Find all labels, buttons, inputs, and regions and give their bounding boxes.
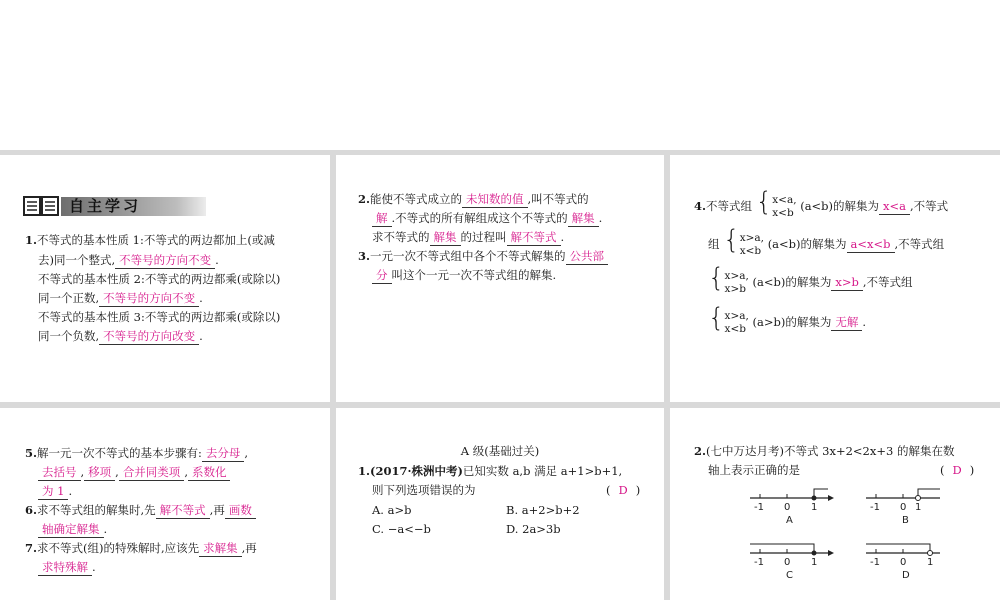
text: 能使不等式成立的 bbox=[370, 192, 463, 206]
question-number: 5. bbox=[25, 446, 38, 460]
text: 不等式的基本性质 2:不等式的两边都乘(或除以) bbox=[38, 272, 281, 286]
tick-label: 1 bbox=[811, 557, 818, 568]
question-4-line-1 bbox=[694, 189, 948, 220]
text: 一元一次不等式组中各个不等式解集的 bbox=[370, 249, 566, 263]
text: . bbox=[68, 484, 73, 498]
tick-label: 1 bbox=[811, 502, 818, 513]
answer-blank: 求特殊解 bbox=[38, 560, 92, 576]
answer-blank: 画数 bbox=[225, 503, 256, 519]
answer-blank: 轴确定解集 bbox=[38, 522, 104, 538]
answer-blank: 去分母 bbox=[202, 446, 245, 462]
number-line-b bbox=[866, 489, 940, 526]
panel-self-study bbox=[0, 155, 330, 402]
answer-blank: 解集 bbox=[568, 211, 599, 227]
question-1-line-2 bbox=[38, 251, 219, 270]
text: 轴上表示正确的是 bbox=[708, 463, 800, 477]
system-line: x<b bbox=[739, 245, 762, 257]
answer-blank: x>b bbox=[831, 275, 862, 291]
question-6 bbox=[25, 501, 256, 520]
question-source: (七中万达月考) bbox=[706, 444, 784, 458]
text: 不等式组 bbox=[706, 199, 753, 213]
inequality-system bbox=[725, 310, 749, 336]
text: . bbox=[560, 230, 565, 244]
answer-blank: 解不等式 bbox=[156, 503, 210, 519]
option-label: A bbox=[786, 515, 793, 526]
text: 不等式的基本性质 1:不等式的两边都加上(或减 bbox=[37, 233, 275, 247]
text: (a<b)的解集为 bbox=[800, 199, 880, 213]
answer-blank: 为 1 bbox=[38, 484, 68, 500]
text: 求不等式(组)的特殊解时,应该先 bbox=[37, 541, 200, 555]
answer-blank: 无解 bbox=[831, 315, 862, 331]
question-2-line-2 bbox=[372, 209, 602, 228]
text: ,不等式 bbox=[910, 199, 949, 213]
text: 的过程叫 bbox=[460, 230, 507, 244]
system-line: x<b bbox=[772, 207, 794, 219]
text: ,不等式组 bbox=[862, 275, 913, 289]
question-7-line-2 bbox=[38, 558, 96, 577]
brace: { bbox=[708, 263, 725, 293]
top-blank-area bbox=[0, 0, 1000, 150]
question-4-line-2 bbox=[708, 227, 944, 258]
question-2 bbox=[358, 190, 589, 209]
question-4-line-4 bbox=[708, 305, 866, 336]
question-1-line-4 bbox=[38, 289, 203, 308]
question-number: 3. bbox=[358, 249, 371, 263]
system-line: x>b bbox=[724, 283, 746, 295]
text: . bbox=[862, 315, 867, 329]
panel-definitions bbox=[336, 155, 664, 402]
number-line-a bbox=[750, 489, 834, 526]
panel-solution-sets bbox=[670, 155, 1000, 402]
text: 求不等式的 bbox=[372, 230, 430, 244]
question-1-line-3 bbox=[38, 270, 280, 289]
text: 解一元一次不等式的基本步骤有: bbox=[37, 446, 202, 460]
level-heading: A 级(基础过关) bbox=[460, 444, 540, 458]
brace: { bbox=[723, 225, 740, 255]
question-number: 6. bbox=[25, 503, 38, 517]
text: (a<b)的解集为 bbox=[767, 237, 847, 251]
text: ,不等式组 bbox=[894, 237, 945, 251]
option-d: D. 2a>3b bbox=[506, 522, 561, 536]
question-5 bbox=[25, 444, 248, 463]
tick-label: 1 bbox=[915, 502, 922, 513]
answer-blank: 不等号的方向不变 bbox=[99, 291, 199, 307]
text: 不等式的基本性质 3:不等式的两边都乘(或除以) bbox=[38, 310, 281, 324]
tick-label: 0 bbox=[900, 502, 907, 513]
question-3 bbox=[358, 247, 608, 266]
answer-blank: 解集 bbox=[430, 230, 461, 246]
brace: { bbox=[755, 187, 773, 217]
option-b: B. a+2>b+2 bbox=[506, 503, 580, 517]
panel-number-line-question bbox=[670, 408, 1000, 600]
tick-label: -1 bbox=[870, 502, 880, 513]
text: .不等式的所有解组成这个不等式的 bbox=[391, 211, 568, 225]
text: . bbox=[598, 211, 603, 225]
panel-level-a bbox=[336, 408, 664, 600]
tick-label: 0 bbox=[900, 557, 907, 568]
answer-choice: D bbox=[952, 463, 962, 477]
number-line-c bbox=[750, 544, 834, 581]
text: 叫这个一元一次不等式组的解集. bbox=[391, 268, 557, 282]
book-icon bbox=[23, 195, 59, 217]
answer-blank: 移项 bbox=[84, 465, 115, 481]
mc-question-1-line-2 bbox=[372, 481, 476, 500]
question-number: 2. bbox=[694, 444, 707, 458]
question-1-line-5 bbox=[38, 308, 280, 327]
question-6-line-2 bbox=[38, 520, 107, 539]
question-4-line-3 bbox=[708, 265, 913, 296]
text: ,再 bbox=[209, 503, 225, 517]
text: 组 bbox=[708, 237, 720, 251]
option-a: A. a>b bbox=[372, 503, 412, 517]
answer-blank: 公共部 bbox=[566, 249, 609, 265]
text: 则下列选项错误的为 bbox=[372, 483, 476, 497]
question-source: (2017·株洲中考) bbox=[370, 464, 463, 478]
text: ,再 bbox=[241, 541, 257, 555]
option-label: B bbox=[902, 515, 909, 526]
answer-blank: 分 bbox=[372, 268, 392, 284]
tick-label: -1 bbox=[754, 502, 764, 513]
text: ,叫不等式的 bbox=[527, 192, 589, 206]
tick-label: -1 bbox=[870, 557, 880, 568]
text: . bbox=[92, 560, 96, 574]
mc-question-1 bbox=[358, 462, 622, 481]
panel-steps bbox=[0, 408, 330, 600]
text: . bbox=[215, 253, 219, 267]
inequality-system bbox=[740, 232, 764, 258]
answer-blank: 解不等式 bbox=[507, 230, 561, 246]
answer-blank: 合并同类项 bbox=[119, 465, 185, 481]
tick-label: 0 bbox=[784, 502, 791, 513]
question-number: 1. bbox=[358, 464, 371, 478]
question-1-line-6 bbox=[38, 327, 203, 346]
text: 同一个负数, bbox=[38, 329, 100, 343]
question-1 bbox=[25, 231, 275, 250]
text: . bbox=[199, 291, 203, 305]
answer-bracket: ( D ) bbox=[606, 483, 641, 497]
question-7 bbox=[25, 539, 257, 558]
answer-blank: 系数化 bbox=[188, 465, 231, 481]
answer-blank: a<x<b bbox=[847, 237, 895, 253]
option-label: C bbox=[786, 570, 793, 581]
tick-label: 1 bbox=[927, 557, 934, 568]
number-line-d bbox=[866, 544, 940, 581]
text: 已知实数 a,b 满足 a+1>b+1, bbox=[462, 464, 623, 478]
inequality-system bbox=[772, 194, 796, 220]
text: , bbox=[244, 446, 249, 460]
text: , bbox=[184, 465, 188, 479]
system-line: x<a, bbox=[772, 194, 797, 206]
text: . bbox=[103, 522, 108, 536]
question-3-line-2 bbox=[372, 266, 556, 285]
answer-blank: 不等号的方向不变 bbox=[115, 253, 215, 269]
system-line: x>a, bbox=[739, 232, 765, 244]
system-line: x>a, bbox=[724, 310, 749, 322]
answer-blank: 未知数的值 bbox=[462, 192, 528, 208]
mc-question-2 bbox=[694, 442, 954, 461]
answer-blank: 去括号 bbox=[38, 465, 81, 481]
question-number: 7. bbox=[25, 541, 38, 555]
text: 求不等式组的解集时,先 bbox=[37, 503, 156, 517]
text: . bbox=[199, 329, 203, 343]
text: (a<b)的解集为 bbox=[752, 275, 832, 289]
answer-blank: x<a bbox=[879, 199, 910, 215]
text: 去)同一个整式, bbox=[38, 253, 116, 267]
question-5-line-3 bbox=[38, 482, 72, 501]
text: 同一个正数, bbox=[38, 291, 100, 305]
question-number: 2. bbox=[358, 192, 371, 206]
answer-blank: 解 bbox=[372, 211, 392, 227]
section-header bbox=[23, 195, 213, 217]
text: (a>b)的解集为 bbox=[752, 315, 832, 329]
text: , bbox=[115, 465, 119, 479]
answer-blank: 求解集 bbox=[199, 541, 242, 557]
inequality-system bbox=[725, 270, 749, 296]
tick-label: -1 bbox=[754, 557, 764, 568]
question-number: 4. bbox=[694, 199, 707, 213]
tick-label: 0 bbox=[784, 557, 791, 568]
question-2-line-3 bbox=[372, 228, 564, 247]
answer-choice: D bbox=[618, 483, 628, 497]
question-number: 1. bbox=[25, 233, 38, 247]
system-line: x<b bbox=[724, 323, 746, 335]
number-line-options bbox=[740, 478, 940, 600]
answer-bracket: ( D ) bbox=[940, 463, 975, 477]
text: , bbox=[80, 465, 85, 479]
option-c: C. −a<−b bbox=[372, 522, 431, 536]
text: 不等式 3x+2<2x+3 的解集在数 bbox=[784, 444, 955, 458]
question-5-line-2 bbox=[38, 463, 230, 482]
answer-blank: 不等号的方向改变 bbox=[99, 329, 199, 345]
brace: { bbox=[708, 303, 725, 333]
option-label: D bbox=[902, 570, 910, 581]
section-title: 自主学习 bbox=[69, 197, 142, 215]
system-line: x>a, bbox=[724, 270, 749, 282]
